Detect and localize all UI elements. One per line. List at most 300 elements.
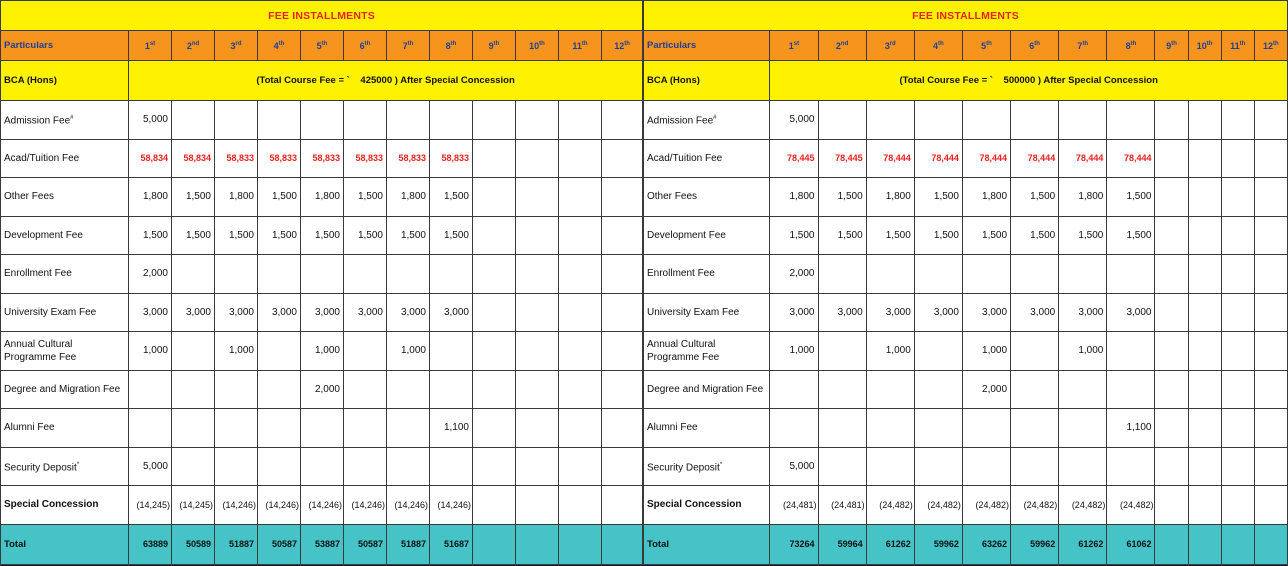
fee-cell: 1,500 [818, 216, 866, 255]
fee-row-label [1, 332, 129, 371]
installment-header [1254, 31, 1287, 61]
installment-number: 3 [230, 40, 236, 51]
fee-cell: 1,500 [387, 216, 430, 255]
fee-cell: 3,000 [914, 293, 962, 332]
fee-cell: 1,800 [770, 178, 818, 217]
installment-header [1059, 31, 1107, 61]
course-name: BCA (Hons) [644, 61, 770, 101]
fee-cell [473, 409, 516, 448]
fee-cell: 78,444 [866, 139, 914, 178]
fee-cell: (14,246) [301, 486, 344, 525]
fee-cell: 58,833 [344, 139, 387, 178]
installment-number: 3 [884, 40, 890, 51]
fee-cell: (24,482) [1059, 486, 1107, 525]
fee-cell [473, 178, 516, 217]
fee-cell [1221, 409, 1254, 448]
fee-row-label [644, 409, 770, 448]
course-fee-suffix: ) After Special Concession [394, 75, 515, 86]
fee-cell [1155, 409, 1188, 448]
installment-number: 1 [144, 40, 150, 51]
fee-cell [473, 332, 516, 371]
fee-cell: 3,000 [172, 293, 215, 332]
installment-header [559, 31, 602, 61]
fee-cell [387, 255, 430, 294]
fee-cell: 58,833 [301, 139, 344, 178]
installment-number: 7 [402, 40, 408, 51]
total-cell: 63889 [129, 524, 172, 564]
fee-cell [914, 101, 962, 140]
fee-cell: 1,500 [914, 216, 962, 255]
fee-row [644, 293, 1288, 332]
fee-cell: 1,500 [301, 216, 344, 255]
fee-cell: 5,000 [770, 447, 818, 486]
fee-cell [962, 255, 1010, 294]
fee-cell [430, 332, 473, 371]
fee-cell [818, 409, 866, 448]
installment-number: 2 [186, 40, 192, 51]
fee-cell [1254, 293, 1287, 332]
fee-cell [473, 139, 516, 178]
fee-label-text: Alumni Fee [647, 422, 698, 434]
fee-cell [1188, 409, 1221, 448]
fee-row [644, 216, 1288, 255]
fee-label-text: Degree and Migration Fee [4, 383, 121, 395]
footnote-mark: # [713, 115, 717, 122]
fee-row-label [644, 139, 770, 178]
installment-suffix: th [278, 40, 285, 47]
fee-cell: 1,800 [301, 178, 344, 217]
fee-cell [258, 370, 301, 409]
fee-cell [172, 370, 215, 409]
fee-cell [962, 409, 1010, 448]
fee-cell: 3,000 [962, 293, 1010, 332]
fee-cell [1011, 370, 1059, 409]
fee-cell [258, 255, 301, 294]
fee-cell: 78,444 [1011, 139, 1059, 178]
fee-cell: (14,246) [387, 486, 430, 525]
installment-number: 10 [1196, 40, 1207, 51]
fee-cell [1188, 486, 1221, 525]
fee-cell [914, 255, 962, 294]
installment-header [301, 31, 344, 61]
fee-cell: (14,246) [215, 486, 258, 525]
fee-row [644, 101, 1288, 140]
fee-cell: 1,500 [818, 178, 866, 217]
fee-cell: 1,500 [172, 178, 215, 217]
fee-cell [215, 255, 258, 294]
fee-cell: (14,246) [430, 486, 473, 525]
fee-row [644, 486, 1288, 525]
fee-cell: 1,800 [129, 178, 172, 217]
fee-row-label [1, 409, 129, 448]
fee-cell [1155, 370, 1188, 409]
fee-row-label [1, 178, 129, 217]
fee-row-label [644, 255, 770, 294]
fee-row-label [1, 486, 129, 525]
fee-cell [516, 447, 559, 486]
fee-cell: (24,482) [1107, 486, 1155, 525]
fee-cell [430, 101, 473, 140]
fee-cell: 3,000 [430, 293, 473, 332]
fee-cell: 3,000 [818, 293, 866, 332]
total-cell [1221, 524, 1254, 564]
fee-row-label [1, 255, 129, 294]
course-fee-prefix: (Total Course Fee = ` [256, 75, 350, 86]
fee-cell [516, 216, 559, 255]
fee-cell [516, 101, 559, 140]
fee-cell: 1,800 [962, 178, 1010, 217]
fee-label-text: Enrollment Fee [647, 268, 715, 280]
fee-cell: 2,000 [129, 255, 172, 294]
fee-cell [818, 370, 866, 409]
fee-label-text: Annual Cultural Programme Fee [647, 338, 720, 363]
fee-cell [473, 255, 516, 294]
fee-cell: (24,482) [1011, 486, 1059, 525]
fee-cell: 3,000 [129, 293, 172, 332]
fee-cell [914, 447, 962, 486]
footnote-mark: * [719, 461, 723, 468]
fee-cell [344, 332, 387, 371]
installment-suffix: nd [191, 40, 200, 47]
fee-cell [430, 370, 473, 409]
course-fee-info [770, 61, 1288, 101]
title-row [644, 1, 1288, 31]
fee-cell [1188, 370, 1221, 409]
fee-row [644, 447, 1288, 486]
fee-cell [866, 370, 914, 409]
installment-suffix: th [1273, 40, 1279, 47]
installment-suffix: th [321, 40, 328, 47]
fee-cell: 58,834 [172, 139, 215, 178]
footnote-mark: # [70, 115, 74, 122]
total-cell: 50587 [344, 524, 387, 564]
installment-header [1011, 31, 1059, 61]
total-label: Total [644, 524, 770, 564]
fee-label-text: Special Concession [4, 499, 99, 511]
fee-cell [258, 447, 301, 486]
fee-cell [215, 101, 258, 140]
fee-cell: (24,481) [818, 486, 866, 525]
fee-cell [602, 486, 643, 525]
total-cell [1254, 524, 1287, 564]
title-row [1, 1, 643, 31]
installment-number: 6 [1029, 40, 1035, 51]
fee-cell [172, 332, 215, 371]
fee-cell [602, 178, 643, 217]
fee-row [1, 332, 643, 371]
fee-cell [914, 370, 962, 409]
fee-cell [1155, 293, 1188, 332]
fee-row [644, 332, 1288, 371]
fee-cell: 1,500 [1059, 216, 1107, 255]
fee-cell [1155, 447, 1188, 486]
total-cell: 53887 [301, 524, 344, 564]
fee-row [1, 101, 643, 140]
fee-cell [602, 255, 643, 294]
fee-cell: 1,000 [129, 332, 172, 371]
fee-cell [1107, 255, 1155, 294]
footnote-mark: * [76, 461, 80, 468]
fee-cell [1107, 332, 1155, 371]
fee-cell [516, 139, 559, 178]
fee-row-label [1, 370, 129, 409]
fee-cell: 78,444 [914, 139, 962, 178]
fee-cell: 1,500 [1107, 178, 1155, 217]
fee-label-text: Alumni Fee [4, 422, 55, 434]
fee-cell: 3,000 [866, 293, 914, 332]
installment-suffix: th [624, 40, 630, 47]
installment-suffix: th [581, 40, 588, 47]
fee-cell [1188, 293, 1221, 332]
fee-cell: 1,500 [430, 178, 473, 217]
fee-cell: (24,481) [770, 486, 818, 525]
installment-header [1221, 31, 1254, 61]
installment-number: 5 [316, 40, 322, 51]
fee-cell: 3,000 [301, 293, 344, 332]
fee-cell [516, 255, 559, 294]
fee-cell [1188, 447, 1221, 486]
fee-cell: 2,000 [770, 255, 818, 294]
fee-cell: 78,445 [818, 139, 866, 178]
installment-number: 2 [835, 40, 841, 51]
total-cell: 51687 [430, 524, 473, 564]
fee-cell [1254, 409, 1287, 448]
total-cell [516, 524, 559, 564]
installment-header [129, 31, 172, 61]
fee-cell [818, 447, 866, 486]
fee-label-text: Admission Fee [4, 115, 71, 127]
fee-cell [1188, 216, 1221, 255]
fee-cell [516, 332, 559, 371]
fee-cell: 1,000 [866, 332, 914, 371]
fee-cell [559, 255, 602, 294]
installment-header [215, 31, 258, 61]
installment-suffix: th [1082, 40, 1089, 47]
fee-cell [344, 101, 387, 140]
fee-cell [344, 370, 387, 409]
total-cell: 61262 [866, 524, 914, 564]
installment-header [962, 31, 1010, 61]
installment-header [172, 31, 215, 61]
fee-cell [430, 447, 473, 486]
fee-row [1, 409, 643, 448]
fee-cell: 1,500 [344, 178, 387, 217]
fee-cell [473, 486, 516, 525]
fee-cell [818, 255, 866, 294]
fee-cell [1221, 255, 1254, 294]
fee-cell [172, 409, 215, 448]
fee-cell: 78,445 [770, 139, 818, 178]
fee-cell: 1,500 [258, 178, 301, 217]
fee-cell [1107, 101, 1155, 140]
fee-cell [1011, 409, 1059, 448]
fee-cell [602, 293, 643, 332]
course-row [644, 61, 1288, 101]
fee-cell [1254, 486, 1287, 525]
course-fee-info [129, 61, 643, 101]
fee-cell [516, 370, 559, 409]
course-fee-amount: 500000 [1003, 75, 1036, 86]
fee-cell: (14,245) [172, 486, 215, 525]
total-row [644, 524, 1288, 564]
total-cell: 61062 [1107, 524, 1155, 564]
installment-header [258, 31, 301, 61]
fee-cell: 1,500 [215, 216, 258, 255]
fee-label-text: Security Deposit [4, 461, 77, 473]
fee-cell: (14,245) [129, 486, 172, 525]
fee-cell: 1,500 [866, 216, 914, 255]
fee-row-label [644, 486, 770, 525]
fee-row [1, 293, 643, 332]
fee-cell [215, 370, 258, 409]
installment-suffix: rd [889, 40, 896, 47]
fee-cell [866, 409, 914, 448]
fee-cell [473, 447, 516, 486]
fee-cell [1221, 178, 1254, 217]
fee-cell [559, 139, 602, 178]
fee-cell [1011, 101, 1059, 140]
fee-label-text: University Exam Fee [647, 306, 740, 318]
fee-label-text: University Exam Fee [4, 306, 97, 318]
fee-cell [387, 447, 430, 486]
fee-cell: 1,000 [301, 332, 344, 371]
installment-suffix: th [938, 40, 944, 47]
fee-row [1, 178, 643, 217]
fee-cell [1254, 178, 1287, 217]
fee-label-text: Acad/Tuition Fee [647, 152, 723, 164]
fee-cell [559, 409, 602, 448]
total-cell: 59962 [1011, 524, 1059, 564]
fee-cell [344, 409, 387, 448]
fee-cell [129, 409, 172, 448]
fee-cell [1221, 216, 1254, 255]
fee-cell [818, 101, 866, 140]
fee-cell [258, 332, 301, 371]
installment-number: 9 [1166, 40, 1172, 51]
fee-cell [1188, 139, 1221, 178]
fee-cell: 1,800 [866, 178, 914, 217]
fee-cell [301, 101, 344, 140]
fee-row [644, 178, 1288, 217]
fee-cell [172, 447, 215, 486]
installment-suffix: th [1034, 40, 1040, 47]
fee-label-text: Other Fees [647, 191, 698, 203]
total-cell: 50587 [258, 524, 301, 564]
fee-row [644, 139, 1288, 178]
fee-cell [473, 101, 516, 140]
installment-header [1188, 31, 1221, 61]
installment-suffix: th [407, 40, 414, 47]
fee-cell [1155, 178, 1188, 217]
fee-cell [1059, 447, 1107, 486]
fee-cell [1188, 332, 1221, 371]
installment-suffix: st [149, 40, 156, 47]
fee-cell [215, 447, 258, 486]
fee-cell: 1,500 [430, 216, 473, 255]
fee-cell [516, 293, 559, 332]
fee-row [1, 139, 643, 178]
course-fee-amount: 425000 [360, 75, 393, 86]
fee-cell [1011, 255, 1059, 294]
fee-cell [1254, 370, 1287, 409]
installment-header [344, 31, 387, 61]
fee-label-text: Development Fee [647, 229, 726, 241]
installment-number: 7 [1077, 40, 1083, 51]
fee-cell: 3,000 [258, 293, 301, 332]
fee-cell [1254, 332, 1287, 371]
table-title: FEE INSTALLMENTS [644, 1, 1288, 31]
fee-cell [1221, 293, 1254, 332]
fee-cell: 58,833 [215, 139, 258, 178]
fee-cell [258, 101, 301, 140]
installment-suffix: th [539, 40, 545, 47]
fee-cell: 58,833 [430, 139, 473, 178]
total-cell [559, 524, 602, 564]
installment-suffix: th [493, 40, 500, 47]
fee-table-right [643, 0, 1288, 565]
installment-suffix: th [1206, 40, 1213, 47]
fee-row-label [1, 293, 129, 332]
fee-cell: 1,500 [129, 216, 172, 255]
fee-cell [1221, 486, 1254, 525]
fee-cell [559, 332, 602, 371]
table-title: FEE INSTALLMENTS [1, 1, 643, 31]
fee-cell: 1,500 [1011, 216, 1059, 255]
fee-cell: 1,500 [1011, 178, 1059, 217]
fee-cell [1188, 255, 1221, 294]
installment-header [1107, 31, 1155, 61]
total-cell: 73264 [770, 524, 818, 564]
fee-cell [914, 332, 962, 371]
fee-cell [1059, 370, 1107, 409]
installment-suffix: th [1239, 40, 1246, 47]
fee-cell [430, 255, 473, 294]
fee-cell [1254, 447, 1287, 486]
installment-number: 4 [273, 40, 279, 51]
fee-row-label [644, 447, 770, 486]
fee-cell [1221, 139, 1254, 178]
fee-label-text: Degree and Migration Fee [647, 383, 764, 395]
fee-cell [602, 370, 643, 409]
fee-cell [387, 409, 430, 448]
fee-row-label [644, 370, 770, 409]
fee-cell: (24,482) [866, 486, 914, 525]
header-row [1, 31, 643, 61]
fee-cell [1221, 370, 1254, 409]
fee-cell: 3,000 [387, 293, 430, 332]
fee-label-text: Admission Fee [647, 115, 714, 127]
fee-cell [962, 447, 1010, 486]
fee-cell: 1,800 [387, 178, 430, 217]
fee-row-label [644, 178, 770, 217]
fee-cell: 3,000 [1011, 293, 1059, 332]
fee-cell: 1,000 [215, 332, 258, 371]
course-name: BCA (Hons) [1, 61, 129, 101]
fee-cell [1254, 216, 1287, 255]
installment-header [1155, 31, 1188, 61]
fee-cell [1188, 101, 1221, 140]
fee-cell [1155, 139, 1188, 178]
fee-cell: 3,000 [770, 293, 818, 332]
installment-header [516, 31, 559, 61]
installment-suffix: th [986, 40, 992, 47]
fee-cell [1011, 447, 1059, 486]
fee-row [1, 447, 643, 486]
fee-cell [387, 370, 430, 409]
fee-cell [1254, 101, 1287, 140]
total-cell: 61262 [1059, 524, 1107, 564]
fee-cell: (24,482) [962, 486, 1010, 525]
